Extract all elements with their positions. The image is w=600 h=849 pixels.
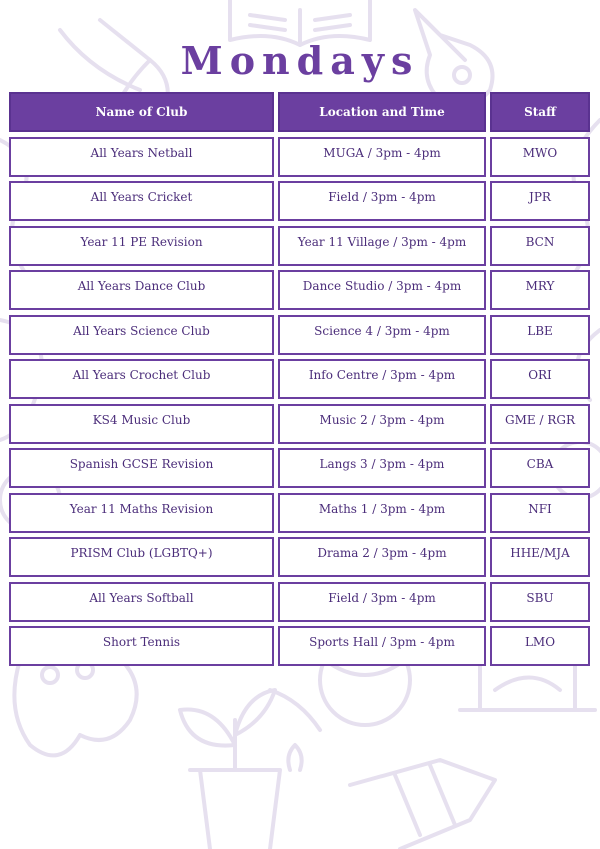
plant-icon — [180, 690, 302, 849]
club-name-cell: KS4 Music Club — [9, 404, 274, 444]
club-name-cell: Spanish GCSE Revision — [9, 448, 274, 488]
location-cell: MUGA / 3pm - 4pm — [278, 137, 486, 177]
staff-cell: GME / RGR — [490, 404, 590, 444]
header-location: Location and Time — [278, 92, 486, 132]
staff-cell: MWO — [490, 137, 590, 177]
location-cell: Sports Hall / 3pm - 4pm — [278, 626, 486, 666]
location-cell: Field / 3pm - 4pm — [278, 582, 486, 622]
location-cell: Dance Studio / 3pm - 4pm — [278, 270, 486, 310]
club-name-cell: Year 11 Maths Revision — [9, 493, 274, 533]
page-title: Mondays — [180, 38, 420, 83]
club-name-cell: Short Tennis — [9, 626, 274, 666]
staff-cell: SBU — [490, 582, 590, 622]
location-cell: Field / 3pm - 4pm — [278, 181, 486, 221]
location-cell: Drama 2 / 3pm - 4pm — [278, 537, 486, 577]
club-name-cell: Year 11 PE Revision — [9, 226, 274, 266]
club-name-cell: All Years Softball — [9, 582, 274, 622]
location-cell: Music 2 / 3pm - 4pm — [278, 404, 486, 444]
staff-cell: MRY — [490, 270, 590, 310]
club-name-cell: All Years Dance Club — [9, 270, 274, 310]
location-cell: Info Centre / 3pm - 4pm — [278, 359, 486, 399]
location-cell: Year 11 Village / 3pm - 4pm — [278, 226, 486, 266]
staff-cell: JPR — [490, 181, 590, 221]
staff-cell: HHE/MJA — [490, 537, 590, 577]
club-name-cell: All Years Crochet Club — [9, 359, 274, 399]
shuttlecock-icon — [270, 690, 495, 849]
staff-cell: LMO — [490, 626, 590, 666]
location-cell: Science 4 / 3pm - 4pm — [278, 315, 486, 355]
staff-cell: NFI — [490, 493, 590, 533]
club-name-cell: All Years Science Club — [9, 315, 274, 355]
staff-cell: BCN — [490, 226, 590, 266]
staff-cell: ORI — [490, 359, 590, 399]
staff-cell: LBE — [490, 315, 590, 355]
staff-cell: CBA — [490, 448, 590, 488]
location-cell: Langs 3 / 3pm - 4pm — [278, 448, 486, 488]
header-staff: Staff — [490, 92, 590, 132]
club-name-cell: All Years Netball — [9, 137, 274, 177]
location-cell: Maths 1 / 3pm - 4pm — [278, 493, 486, 533]
club-name-cell: PRISM Club (LGBTQ+) — [9, 537, 274, 577]
microscope-icon — [460, 665, 595, 710]
club-name-cell: All Years Cricket — [9, 181, 274, 221]
header-club: Name of Club — [9, 92, 274, 132]
